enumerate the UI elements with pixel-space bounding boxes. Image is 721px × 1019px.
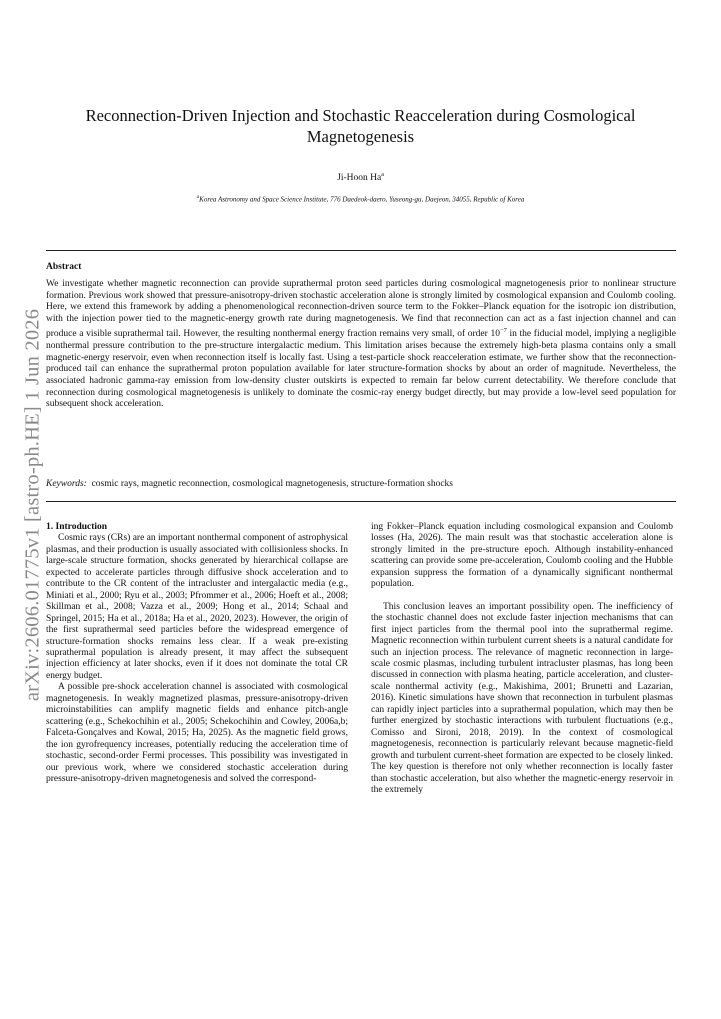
title-line-2: Magnetogenesis	[306, 127, 415, 146]
keywords-label: Keywords:	[46, 479, 87, 489]
top-divider	[46, 250, 676, 251]
bottom-divider	[46, 501, 676, 502]
intro-paragraph-1: Cosmic rays (CRs) are an important nonthermal component of astrophysical plasmas, and their production is usually associated with collisionless shocks. In large-scale structure formation, shocks generated by hierarchical collapse are expected to accelerate particles through diffusive shock acceleration and to contribute to the CR content of the intracluster and intergalactic media (e.g., Miniati et al., 2000; Ryu et al., 2003; Pfrommer et al., 2006; Hoeft et al., 2008; Skillman et al., 2008; Vazza et al., 2009; Hong et al., 2014; Schaal and Springel, 2015; Ha et al., 2018a; Ha et al., 2020, 2023). However, the origin of the first suprathermal seed particles before the widespread emergence of structure-formation shocks remains less clear. If a weak pre-existing suprathermal population is already present, it may affect the subsequent injection efficiency at later shocks, even if it does not dominate the total CR energy budget.	[46, 533, 348, 681]
intro-paragraph-3: This conclusion leaves an important possibility open. The inefficiency of the stochastic channel does not exclude faster injection mechanisms that can first inject particles from the thermal pool into the suprathermal regime. Magnetic reconnection within turbulent current sheets is a natural candidate for such an injection process. The relevance of magnetic reconnection in large-scale cosmic plasmas, including turbulent intracluster plasmas, has long been discussed in connection with plasma heating, particle acceleration, and cluster-scale nonthermal activity (e.g., Makishima, 2001; Brunetti and Lazarian, 2016). Kinetic simulations have shown that reconnection in turbulent plasmas can rapidly inject particles into a suprathermal population, which may then be further energized by stochastic interactions with turbulent fluctuations (e.g., Comisso and Sironi, 2018, 2019). In the context of cosmological magnetogenesis, reconnection is particularly relevant because magnetic-field growth and turbulent current-sheet formation are expected to be closely linked. The key question is therefore not only whether reconnection is locally faster than stochastic acceleration, but also whether the magnetic-energy reservoir in the extremely	[371, 601, 673, 795]
right-column	[371, 522, 673, 796]
paper-title	[60, 105, 661, 147]
affiliation-mark: a	[196, 195, 200, 200]
arxiv-identifier-stamp	[20, 290, 46, 720]
title-line-1: Reconnection-Driven Injection and Stochastic Reacceleration during Cosmological	[85, 106, 636, 125]
abstract-text-part-1: We investigate whether magnetic reconnection can provide suprathermal proton seed particles during cosmological magnetogenesis prior to nonlinear structure formation. Previous work showed that pressure-anisotropy-driven stochastic acceleration alone is strongly limited by cosmological expansion and Coulomb cooling. Here, we extend this framework by adding a phenomenological reconnection-driven source term to the Fokker–Planck equation for the isotropic ion distribution, with the injection power tied to the magnetic-energy growth rate during magnetogenesis. We find that reconnection can act as a fast injection channel and can produce a visible suprathermal tail. However, the resulting nonthermal energy fraction remains very small, of order 10	[46, 279, 676, 340]
abstract-text-part-2: in the fiducial model, implying a negligible nonthermal pressure contribution to the pre-structure intergalactic medium. This limitation arises because the extremely high-beta plasma contains only a small magnetic-energy reservoir, even when reconnection itself is locally fast. Using a test-particle shock reacceleration estimate, we further show that the reconnection-produced tail can enhance the suprathermal proton population available for later structure-formation shocks by about an order of magnitude. Nevertheless, the associated hadronic gamma-ray emission from low-density cluster outskirts is expected to remain far below current detectability. We therefore conclude that reconnection during cosmological magnetogenesis is unlikely to dominate the cosmic-ray energy budget directly, but may provide a low-level seed population for subsequent shock acceleration.	[46, 329, 676, 410]
affiliation-text: Korea Astronomy and Space Science Institute, 776 Daedeok-daero, Yuseong-gu, Daejeon, 34055, Republic of Korea	[199, 195, 525, 204]
abstract-body	[46, 279, 676, 411]
arxiv-identifier: arXiv:2606.01775v1 [astro-ph.HE] 1 Jun 2026	[21, 308, 44, 702]
author-affiliation-mark: a	[381, 172, 384, 178]
section-heading: 1. Introduction	[46, 522, 108, 532]
keywords-text: cosmic rays, magnetic reconnection, cosmological magnetogenesis, structure-formation shocks	[91, 479, 453, 489]
intro-paragraph-2: A possible pre-shock acceleration channel is associated with cosmological magnetogenesis. In weakly magnetized plasmas, pressure-anisotropy-driven microinstabilities can amplify magnetic fields and enhance pitch-angle scattering (e.g., Schekochihin et al., 2005; Schekochihin and Cowley, 2006a,b; Falceta-Gonçalves and Kowal, 2015; Ha, 2025). As the magnetic field grows, the ion gyrofrequency increases, potentially reducing the acceleration time of stochastic, second-order Fermi processes. This possibility was investigated in our previous work, where we considered stochastic acceleration during pressure-anisotropy-driven magnetogenesis and solved the correspond-	[46, 682, 348, 784]
abstract-heading: Abstract	[46, 262, 82, 272]
author-name: Ji-Hoon Ha	[337, 173, 382, 184]
left-column	[46, 522, 348, 785]
keywords-line	[46, 479, 676, 491]
abstract-exponent: −7	[499, 327, 507, 335]
affiliation-line	[60, 195, 661, 203]
author-line	[60, 172, 661, 183]
intro-paragraph-2-continued: ing Fokker–Planck equation including cosmological expansion and Coulomb losses (Ha, 2026). The main result was that stochastic acceleration alone is strongly limited in the pre-structure epoch. Although instability-enhanced scattering can provide some pre-acceleration, Coulomb cooling and the Hubble expansion suppress the formation of a dynamically significant nonthermal population.	[371, 522, 673, 590]
